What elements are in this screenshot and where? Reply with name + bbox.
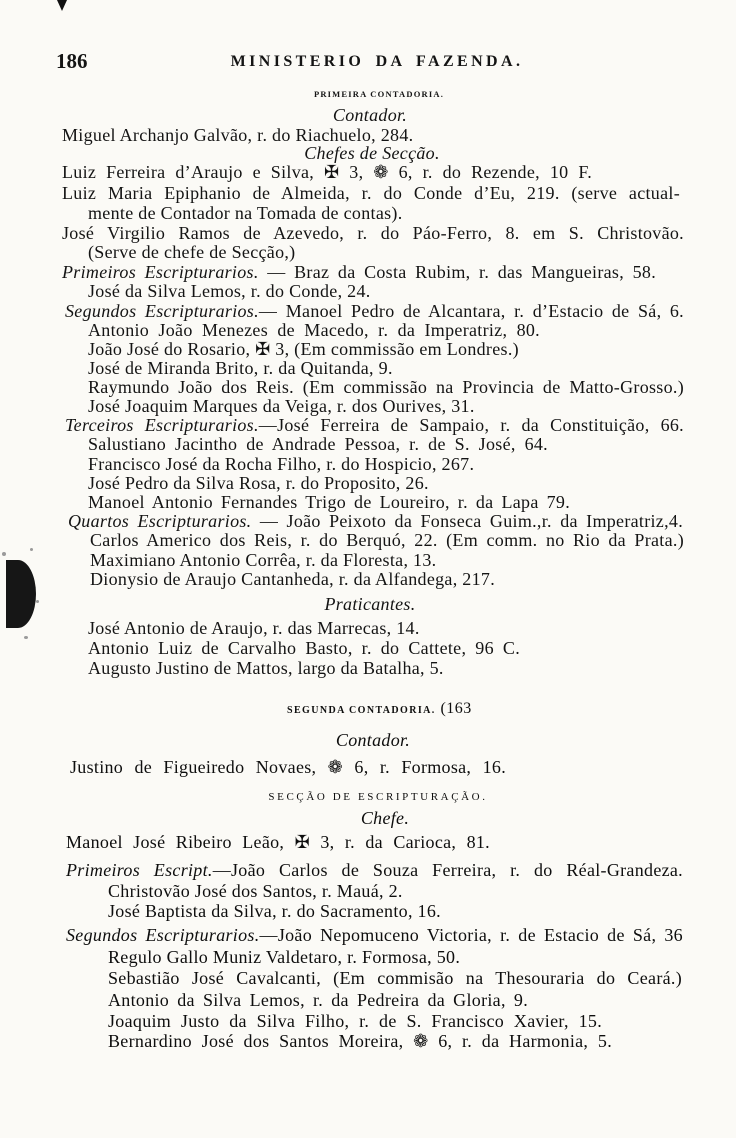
list-item: Raymundo João dos Reis. (Em commissão na Provincia de Matto-Grosso.) xyxy=(88,377,684,397)
chefe-entry-note: (Serve de chefe de Secção,) xyxy=(88,242,296,262)
ink-blot-mark xyxy=(57,0,67,11)
primeiros-escript-line xyxy=(66,860,683,880)
list-item: José Baptista da Silva, r. do Sacramento, 16. xyxy=(108,901,441,921)
section-title-primeira-contadoria: PRIMEIRA CONTADORIA. xyxy=(313,89,445,99)
list-item: Carlos Americo dos Reis, r. do Berquó, 22. (Em comm. no Rio da Prata.) xyxy=(90,530,684,550)
scan-speck xyxy=(30,548,33,551)
list-item: Dionysio de Araujo Cantanheda, r. da Alfandega, 217. xyxy=(90,569,496,589)
scan-speck xyxy=(2,552,6,556)
list-item: Regulo Gallo Muniz Valdetaro, r. Formosa, 50. xyxy=(108,947,461,967)
list-item: Antonio João Menezes de Macedo, r. da Imperatriz, 80. xyxy=(88,320,540,340)
contador-entry: Miguel Archanjo Galvão, r. do Riachuelo, 284. xyxy=(62,125,414,145)
chefes-heading: Chefes de Secção. xyxy=(304,143,440,163)
list-item: Salustiano Jacintho de Andrade Pessoa, r. de S. José, 64. xyxy=(88,434,548,454)
list-item: Sebastião José Cavalcanti, (Em commisão na Thesouraria do Ceará.) xyxy=(108,968,682,988)
category-label: Terceiros Escripturarios. xyxy=(65,415,259,435)
list-item: Bernardino José dos Santos Moreira, ❁ 6, r. da Harmonia, 5. xyxy=(108,1031,612,1051)
contador-heading: Contador. xyxy=(335,730,411,750)
list-item: Antonio da Silva Lemos, r. da Pedreira da Gloria, 9. xyxy=(108,990,528,1010)
binding-shadow-mark xyxy=(6,560,36,628)
list-item: José Pedro da Silva Rosa, r. do Proposito, 26. xyxy=(88,473,429,493)
list-item: —João Nepomuceno Victoria, r. de Estacio de Sá, 36 xyxy=(259,925,683,945)
chefe-entry: Luiz Ferreira d’Araujo e Silva, ✠ 3, ❁ 6, r. do Rezende, 10 F. xyxy=(62,162,592,182)
terceiros-escripturarios-line xyxy=(65,415,684,435)
chefe-entry: Luiz Maria Epiphanio de Almeida, r. do Conde d’Eu, 219. (serve actual- xyxy=(62,183,680,203)
segundos-escripturarios-line xyxy=(65,301,684,321)
list-item: — Braz da Costa Rubim, r. das Mangueiras, 58. xyxy=(258,262,657,282)
list-item: — Manoel Pedro de Alcantara, r. d’Estacio de Sá, 6. xyxy=(258,301,684,321)
category-label: Primeiros Escripturarios. xyxy=(62,262,259,282)
page-number: 186 xyxy=(56,49,88,73)
list-item: Francisco José da Rocha Filho, r. do Hospicio, 267. xyxy=(88,454,475,474)
primeiros-escripturarios-line xyxy=(62,262,656,282)
list-item: Antonio Luiz de Carvalho Basto, r. do Cattete, 96 C. xyxy=(88,638,520,658)
list-item: —João Carlos de Souza Ferreira, r. do Réal-Grandeza. xyxy=(212,860,683,880)
list-item: —José Ferreira de Sampaio, r. da Constituição, 66. xyxy=(258,415,684,435)
chefe-heading: Chefe. xyxy=(360,808,410,828)
contador-heading: Contador. xyxy=(332,105,408,125)
list-item: Christovão José dos Santos, r. Mauá, 2. xyxy=(108,881,403,901)
category-label: Segundos Escripturarios. xyxy=(66,925,260,945)
list-item: José Joaquim Marques da Veiga, r. dos Ourives, 31. xyxy=(88,396,475,416)
praticantes-heading: Praticantes. xyxy=(324,594,416,614)
segundos-escripturarios-line xyxy=(66,925,683,945)
page-reference: (163 xyxy=(440,700,472,717)
list-item: José da Silva Lemos, r. do Conde, 24. xyxy=(88,281,371,301)
category-label: Segundos Escripturarios. xyxy=(65,301,259,321)
scan-speck xyxy=(24,636,28,639)
list-item: — João Peixoto da Fonseca Guim.,r. da Imperatriz,4. xyxy=(251,511,683,531)
category-label: Primeiros Escript. xyxy=(66,860,213,880)
list-item: José de Miranda Brito, r. da Quitanda, 9. xyxy=(88,358,393,378)
list-item: Joaquim Justo da Silva Filho, r. de S. Francisco Xavier, 15. xyxy=(108,1011,602,1031)
chefe-entry: José Virgilio Ramos de Azevedo, r. do Páo-Ferro, 8. em S. Christovão. xyxy=(62,223,684,243)
list-item: Manoel Antonio Fernandes Trigo de Loureiro, r. da Lapa 79. xyxy=(88,492,570,512)
list-item: Augusto Justino de Mattos, largo da Batalha, 5. xyxy=(88,658,444,678)
list-item: João José do Rosario, ✠ 3, (Em commissão em Londres.) xyxy=(88,339,519,359)
scan-speck xyxy=(36,600,39,603)
chefe-entry: Manoel José Ribeiro Leão, ✠ 3, r. da Carioca, 81. xyxy=(66,832,490,852)
chefe-entry-continuation: mente de Contador na Tomada de contas). xyxy=(88,203,403,223)
list-item: Maximiano Antonio Corrêa, r. da Floresta, 13. xyxy=(90,550,437,570)
section-title-segunda-contadoria xyxy=(287,697,472,721)
section-title: SEGUNDA CONTADORIA. xyxy=(287,705,436,716)
seccao-heading: SECÇÃO DE ESCRIPTURAÇÃO. xyxy=(268,791,488,803)
category-label: Quartos Escripturarios. xyxy=(68,511,252,531)
list-item: José Antonio de Araujo, r. das Marrecas, 14. xyxy=(88,618,420,638)
running-title: MINISTERIO DA FAZENDA. xyxy=(230,53,524,70)
contador-entry: Justino de Figueiredo Novaes, ❁ 6, r. Formosa, 16. xyxy=(70,757,506,777)
quartos-escripturarios-line xyxy=(68,511,683,531)
